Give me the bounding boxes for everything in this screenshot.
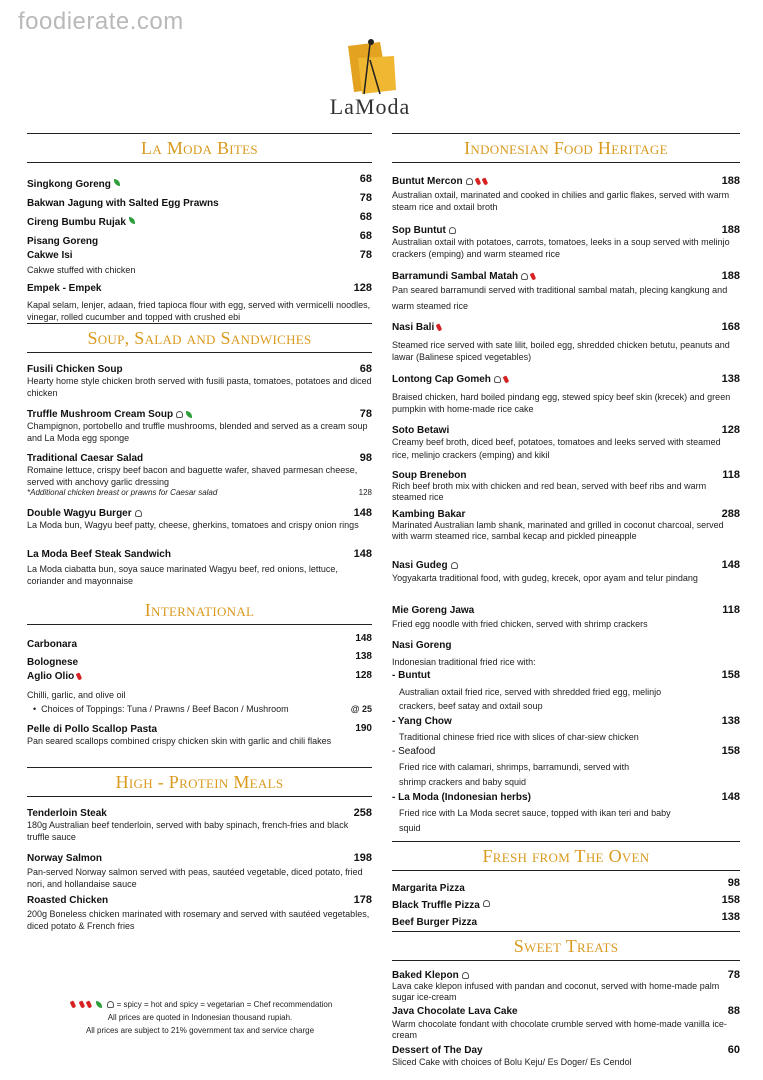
menu-item: Dessert of The Day 60 Sliced Cake with choices of Bolu Keju/ Es Doger/ Es Cendol [392, 1044, 740, 1067]
spicy-icon [436, 323, 443, 331]
menu-item: Singkong Goreng 68 [27, 173, 372, 190]
menu-item: La Moda Beef Steak Sandwich 148 La Moda ciabatta bun, soya sauce marinated Wagyu beef, red onions, lettuce, coriander and mayonnaise [27, 548, 372, 586]
chef-recommendation-icon [521, 273, 528, 280]
menu-item: Bolognese 138 [27, 651, 372, 668]
chef-recommendation-icon [483, 900, 490, 907]
menu-item: Soup Brenebon 118 Rich beef broth mix with chicken and red bean, served with beef ribs and warm steamed rice [392, 469, 740, 502]
watermark: foodierate.com [18, 8, 184, 35]
menu-item: Traditional Caesar Salad 98 Romaine lettuce, crispy beef bacon and baguette wafer, shaved parmesan cheese, served with anchovy garlic dressing *Additional chicken breast or prawns for Caesar salad 128 [27, 452, 372, 497]
menu-item: Buntut Mercon 188 Australian oxtail, marinated and cooked in chilies and garlic flakes, served with warm steam rice and oxtail broth [392, 175, 740, 212]
vegetarian-icon [129, 217, 135, 224]
menu-footer [40, 998, 360, 1037]
menu-item: - La Moda (Indonesian herbs) 148 Fried rice with La Moda secret sauce, topped with ikan teri and baby squid [392, 791, 740, 833]
menu-item: Java Chocolate Lava Cake 88 Warm chocolate fondant with chocolate crumble served with home-made vanilla ice-cream [392, 1005, 740, 1040]
menu-item: Baked Klepon 78 Lava cake klepon infused with pandan and coconut, served with home-made palm sugar ice-cream [392, 969, 740, 1002]
vegetarian-icon [186, 411, 192, 418]
menu-item: Tenderloin Steak 258 180g Australian beef tenderloin, served with baby spinach, french-fries and black truffle sauce [27, 807, 372, 842]
section-soup-salad-sandwiches: Soup, Salad and Sandwiches [27, 328, 372, 349]
chef-recommendation-icon [466, 178, 473, 185]
vegetarian-icon [114, 179, 120, 186]
menu-item: Cakwe Isi 78 Cakwe stuffed with chicken [27, 249, 372, 275]
menu-item: Double Wagyu Burger 148 La Moda bun, Wagyu beef patty, cheese, gherkins, tomatoes and crispy onion rings [27, 507, 372, 530]
chef-recommendation-icon [494, 376, 501, 383]
lamoda-logo [310, 38, 430, 118]
chef-recommendation-icon [462, 972, 469, 979]
menu-item: Roasted Chicken 178 200g Boneless chicken marinated with rosemary and served with sautéed vegetables, diced potato & French fries [27, 894, 372, 931]
vegetarian-icon [96, 1001, 102, 1008]
menu-item: Carbonara 148 [27, 633, 372, 650]
menu-item: Norway Salmon 198 Pan-served Norway salmon served with peas, sautéed vegetable, diced potato, fried nori, and hollandaise sauce [27, 852, 372, 889]
logo-figure-icon [310, 38, 430, 98]
section-international: International [27, 600, 372, 621]
icon-legend: = spicy = hot and spicy = vegetarian = Chef recommendation [40, 998, 360, 1011]
menu-item: Barramundi Sambal Matah 188 Pan seared barramundi served with traditional sambal matah, plecing kangkung and warm steamed rice [392, 270, 740, 311]
section-sweet-treats: Sweet Treats [392, 936, 740, 957]
section-high-protein-meals: High - Protein Meals [27, 772, 372, 793]
section-indonesian-food-heritage: Indonesian Food Heritage [392, 138, 740, 159]
menu-item: - Yang Chow 138 Traditional chinese fried rice with slices of char-siew chicken [392, 715, 740, 742]
chef-recommendation-icon [135, 510, 142, 517]
menu-item: Nasi Goreng Indonesian traditional fried rice with: [392, 640, 536, 667]
menu-item: Pelle di Pollo Scallop Pasta 190 Pan seared scallops combined crispy chicken skin with garlic and chili flakes [27, 723, 372, 746]
hot-spicy-icon [86, 1001, 93, 1009]
menu-item: Nasi Bali 168 Steamed rice served with sate lilit, boiled egg, shredded chicken betutu, peanuts and lawar (Balinese spiced vegetables) [392, 321, 740, 362]
menu-item: Pisang Goreng 68 [27, 230, 372, 247]
menu-item: Margarita Pizza 98 [392, 877, 740, 894]
chef-recommendation-icon [449, 227, 456, 234]
footer-currency-note: All prices are quoted in Indonesian thousand rupiah. [107, 1013, 293, 1022]
chef-recommendation-icon [107, 1001, 114, 1008]
menu-item: Fusili Chicken Soup 68 Hearty home style chicken broth served with fusili pasta, tomatoes, potatoes and diced chicken [27, 363, 372, 398]
menu-item: Cireng Bumbu Rujak 68 [27, 211, 372, 228]
caesar-note: *Additional chicken breast or prawns for Caesar salad 128 [27, 488, 372, 497]
menu-item: Bakwan Jagung with Salted Egg Prawns 78 [27, 192, 372, 209]
menu-item: Lontong Cap Gomeh 138 Braised chicken, hard boiled pindang egg, stewed spicy beef skin (krecek) and green pumpkin with home-made rice cake [392, 373, 740, 414]
toppings-line: • Choices of Toppings: Tuna / Prawns / Beef Bacon / Mushroom @ 25 [33, 704, 372, 714]
menu-item: Mie Goreng Jawa 118 Fried egg noodle with fried chicken, served with shrimp crackers [392, 604, 740, 629]
logo-text: LaModa [329, 94, 411, 119]
menu-item: Truffle Mushroom Cream Soup 78 Champignon, portobello and truffle mushrooms, blended and served as a cream soup and La Moda egg sponge [27, 408, 372, 443]
spicy-icon [530, 272, 537, 280]
chef-recommendation-icon [451, 562, 458, 569]
menu-item: Nasi Gudeg 148 Yogyakarta traditional food, with gudeg, krecek, opor ayam and telur pindang [392, 559, 740, 583]
hot-spicy-icon [481, 177, 488, 185]
menu-item: Kambing Bakar 288 Marinated Australian lamb shank, marinated and grilled in coconut charcoal, served with warm steamed rice, sambal kecap and pickled pineapple [392, 508, 740, 541]
menu-item: Beef Burger Pizza 138 [392, 911, 740, 928]
menu-item: Black Truffle Pizza 158 [392, 894, 740, 911]
menu-item: - Buntut 158 Australian oxtail fried rice, served with shredded fried egg, melinjo crackers, beef satay and oxtail soup [392, 669, 740, 711]
menu-item: Aglio Olio 128 Chilli, garlic, and olive oil • Choices of Toppings: Tuna / Prawns / Beef Bacon / Mushroom @ 25 [27, 670, 372, 714]
spicy-icon [69, 1001, 76, 1009]
menu-item: Sop Buntut 188 Australian oxtail with potatoes, carrots, tomatoes, leeks in a soup served with melinjo crackers (emping) and warm steamed rice [392, 224, 740, 259]
section-fresh-from-the-oven: Fresh from The Oven [392, 846, 740, 867]
hot-spicy-icon [474, 177, 481, 185]
menu-item: Soto Betawi 128 Creamy beef broth, diced beef, potatoes, tomatoes and leeks served with steamed rice, melinjo crackers (emping) and kikil [392, 424, 740, 460]
menu-item: - Seafood 158 Fried rice with calamari, shrimps, barramundi, served with shrimp crackers and baby squid [392, 745, 740, 787]
section-la-moda-bites: La Moda Bites [27, 138, 372, 159]
chef-recommendation-icon [176, 411, 183, 418]
footer-tax-note: All prices are subject to 21% government tax and service charge [85, 1026, 315, 1035]
spicy-icon [76, 672, 83, 680]
spicy-icon [503, 375, 510, 383]
hot-spicy-icon [79, 1001, 86, 1009]
menu-item: Empek - Empek 128 Kapal selam, lenjer, adaan, fried tapioca flour with egg, served with vermicelli noodles, vinegar, rolled cucumber and topped with crushed ebi [27, 282, 372, 322]
